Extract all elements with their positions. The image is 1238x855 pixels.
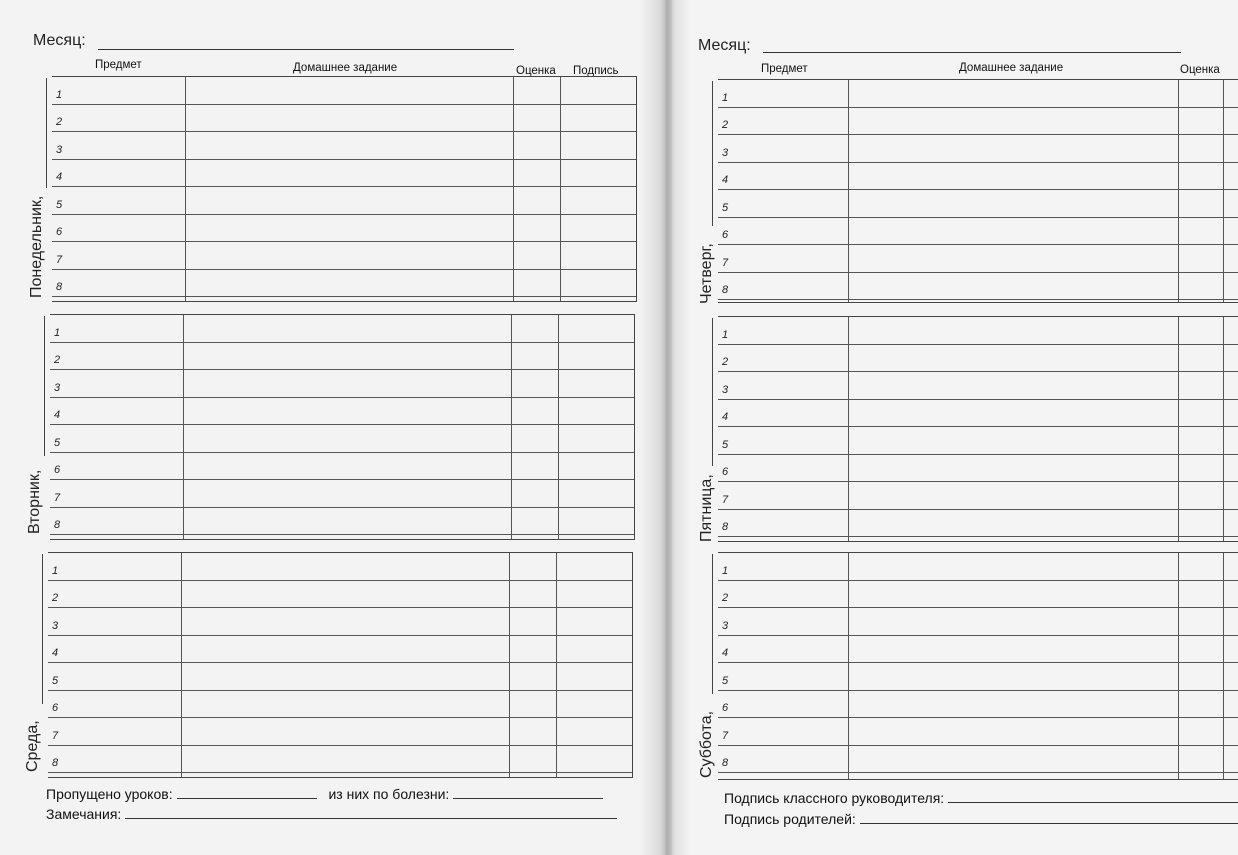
lesson-row[interactable] bbox=[50, 343, 634, 371]
lesson-row[interactable] bbox=[48, 746, 632, 774]
lesson-row[interactable] bbox=[718, 135, 1238, 163]
lesson-row[interactable] bbox=[718, 273, 1238, 301]
column-divider bbox=[848, 80, 849, 302]
lesson-number: 6 bbox=[54, 464, 61, 476]
footer-teacher-signature[interactable] bbox=[724, 790, 1238, 806]
header-homework: Домашнее задание bbox=[959, 62, 1064, 74]
lesson-row[interactable] bbox=[718, 691, 1238, 719]
lesson-number: 5 bbox=[722, 201, 729, 214]
lesson-number: 4 bbox=[56, 171, 63, 183]
lesson-number: 7 bbox=[56, 253, 63, 266]
lesson-row[interactable] bbox=[718, 553, 1238, 581]
footer-teacher-line bbox=[948, 802, 1238, 803]
month-field-left[interactable] bbox=[33, 32, 86, 50]
footer-remarks[interactable] bbox=[46, 806, 617, 822]
day-brace bbox=[712, 554, 713, 694]
footer-missed-label: Пропущено уроков: bbox=[46, 786, 173, 802]
lesson-row[interactable] bbox=[718, 718, 1238, 746]
month-label: Месяц: bbox=[33, 32, 86, 49]
day-block-monday bbox=[52, 76, 637, 302]
lesson-row[interactable] bbox=[52, 77, 636, 105]
day-label-saturday: Суббота, bbox=[698, 710, 715, 778]
lesson-number: 1 bbox=[722, 328, 729, 341]
right-page bbox=[672, 0, 1238, 855]
lesson-number: 3 bbox=[722, 383, 729, 396]
lesson-number: 2 bbox=[54, 354, 61, 366]
day-block-thursday bbox=[718, 79, 1238, 303]
footer-sick-line bbox=[453, 798, 603, 799]
footer-missed-lessons[interactable] bbox=[46, 786, 603, 802]
day-block-friday bbox=[718, 316, 1238, 542]
lesson-row[interactable] bbox=[718, 190, 1238, 218]
lesson-number: 8 bbox=[56, 281, 63, 293]
footer-missed-line bbox=[177, 798, 317, 799]
footer-teacher-label: Подпись классного руководителя: bbox=[724, 790, 945, 806]
month-label: Месяц: bbox=[698, 37, 751, 54]
lesson-row[interactable] bbox=[718, 317, 1238, 345]
lesson-number: 7 bbox=[722, 256, 729, 269]
footer-remarks-label: Замечания: bbox=[46, 806, 122, 822]
lesson-row[interactable] bbox=[718, 245, 1238, 273]
lesson-row[interactable] bbox=[718, 663, 1238, 691]
column-divider bbox=[183, 315, 184, 539]
lesson-row[interactable] bbox=[50, 398, 634, 426]
day-label-thursday: Четверг, bbox=[698, 243, 715, 304]
lesson-number: 1 bbox=[52, 564, 59, 577]
lesson-row[interactable] bbox=[52, 105, 636, 133]
lesson-number: 6 bbox=[722, 702, 729, 714]
lesson-row[interactable] bbox=[718, 608, 1238, 636]
lesson-number: 8 bbox=[54, 519, 61, 531]
lesson-number: 5 bbox=[52, 674, 59, 687]
column-divider bbox=[181, 553, 182, 777]
lesson-row[interactable] bbox=[718, 636, 1238, 664]
month-field-right[interactable] bbox=[698, 37, 751, 55]
day-brace bbox=[712, 81, 713, 226]
column-divider bbox=[1223, 317, 1224, 541]
lesson-number: 3 bbox=[722, 146, 729, 159]
lesson-row[interactable] bbox=[718, 80, 1238, 108]
column-divider bbox=[185, 77, 186, 301]
lesson-row[interactable] bbox=[718, 345, 1238, 373]
footer-sick-label: из них по болезни: bbox=[328, 786, 450, 802]
day-label-monday: Понедельник, bbox=[28, 195, 45, 298]
lesson-number: 1 bbox=[722, 564, 729, 577]
lesson-row[interactable] bbox=[52, 160, 636, 188]
column-divider bbox=[1178, 317, 1179, 541]
lesson-row[interactable] bbox=[50, 480, 634, 508]
lesson-number: 8 bbox=[722, 521, 729, 533]
lesson-row[interactable] bbox=[50, 508, 634, 536]
lesson-number: 3 bbox=[56, 143, 63, 156]
column-divider bbox=[1178, 553, 1179, 779]
header-grade: Оценка bbox=[1180, 64, 1220, 76]
lesson-number: 6 bbox=[52, 702, 59, 714]
lesson-row[interactable] bbox=[718, 427, 1238, 455]
lesson-row[interactable] bbox=[52, 132, 636, 160]
lesson-number: 6 bbox=[722, 466, 729, 478]
lesson-row[interactable] bbox=[48, 691, 632, 719]
lesson-number: 5 bbox=[54, 436, 61, 449]
lesson-row[interactable] bbox=[50, 425, 634, 453]
lesson-row[interactable] bbox=[52, 215, 636, 243]
lesson-row[interactable] bbox=[48, 608, 632, 636]
lesson-number: 3 bbox=[54, 381, 61, 394]
lesson-row[interactable] bbox=[50, 453, 634, 481]
lesson-row[interactable] bbox=[52, 270, 636, 298]
lesson-row[interactable] bbox=[718, 218, 1238, 246]
lesson-row[interactable] bbox=[718, 455, 1238, 483]
lesson-row[interactable] bbox=[48, 718, 632, 746]
column-divider bbox=[511, 315, 512, 539]
lesson-row[interactable] bbox=[52, 187, 636, 215]
day-block-wednesday bbox=[48, 552, 633, 778]
day-block-saturday bbox=[718, 552, 1238, 780]
header-grade: Оценка bbox=[516, 65, 556, 77]
column-divider bbox=[509, 553, 510, 777]
lesson-row[interactable] bbox=[718, 510, 1238, 538]
footer-parents-signature[interactable] bbox=[724, 811, 1238, 827]
footer-parents-line bbox=[860, 823, 1238, 824]
lesson-number: 1 bbox=[54, 326, 61, 339]
lesson-number: 2 bbox=[722, 356, 729, 368]
lesson-row[interactable] bbox=[48, 663, 632, 691]
column-divider bbox=[848, 317, 849, 541]
column-divider bbox=[1223, 553, 1224, 779]
column-divider bbox=[560, 77, 561, 301]
header-subject: Предмет bbox=[761, 63, 808, 75]
lesson-number: 8 bbox=[52, 757, 59, 769]
lesson-number: 1 bbox=[722, 91, 729, 104]
header-homework: Домашнее задание bbox=[293, 62, 398, 74]
day-block-tuesday bbox=[50, 314, 635, 540]
day-brace bbox=[46, 78, 47, 188]
column-divider bbox=[558, 315, 559, 539]
column-divider bbox=[513, 77, 514, 301]
lesson-number: 3 bbox=[52, 619, 59, 632]
day-label-friday: Пятница, bbox=[698, 474, 715, 542]
lesson-row[interactable] bbox=[718, 581, 1238, 609]
lesson-number: 2 bbox=[52, 592, 59, 604]
footer-parents-label: Подпись родителей: bbox=[724, 811, 856, 827]
lesson-number: 1 bbox=[56, 88, 63, 101]
lesson-row[interactable] bbox=[48, 636, 632, 664]
lesson-number: 5 bbox=[56, 198, 63, 211]
header-subject: Предмет bbox=[95, 59, 142, 71]
lesson-number: 4 bbox=[722, 411, 729, 423]
lesson-number: 3 bbox=[722, 619, 729, 632]
lesson-row[interactable] bbox=[718, 372, 1238, 400]
lesson-number: 7 bbox=[722, 729, 729, 742]
footer-remarks-line bbox=[125, 818, 617, 819]
lesson-number: 7 bbox=[722, 493, 729, 506]
lesson-row[interactable] bbox=[718, 746, 1238, 774]
lesson-row[interactable] bbox=[718, 400, 1238, 428]
lesson-row[interactable] bbox=[48, 581, 632, 609]
day-brace bbox=[712, 318, 713, 466]
lesson-row[interactable] bbox=[50, 315, 634, 343]
column-divider bbox=[848, 553, 849, 779]
lesson-number: 7 bbox=[52, 729, 59, 742]
book-gutter bbox=[640, 0, 690, 855]
lesson-number: 5 bbox=[722, 674, 729, 687]
lesson-row[interactable] bbox=[718, 108, 1238, 136]
lesson-number: 5 bbox=[722, 438, 729, 451]
day-brace bbox=[42, 554, 43, 704]
lesson-row[interactable] bbox=[52, 242, 636, 270]
lesson-row[interactable] bbox=[718, 163, 1238, 191]
lesson-number: 4 bbox=[722, 647, 729, 659]
header-signature: Подпись bbox=[573, 65, 619, 77]
month-line bbox=[98, 49, 514, 50]
column-divider bbox=[1223, 80, 1224, 302]
lesson-number: 7 bbox=[54, 491, 61, 504]
lesson-number: 2 bbox=[722, 592, 729, 604]
lesson-number: 8 bbox=[722, 284, 729, 296]
lesson-number: 2 bbox=[56, 116, 63, 128]
lesson-number: 6 bbox=[56, 226, 63, 238]
lesson-row[interactable] bbox=[718, 482, 1238, 510]
column-divider bbox=[556, 553, 557, 777]
day-brace bbox=[44, 316, 45, 456]
lesson-number: 4 bbox=[52, 647, 59, 659]
column-divider bbox=[1178, 80, 1179, 302]
month-line bbox=[763, 52, 1181, 53]
lesson-row[interactable] bbox=[50, 370, 634, 398]
lesson-number: 4 bbox=[54, 409, 61, 421]
lesson-row[interactable] bbox=[48, 553, 632, 581]
lesson-number: 6 bbox=[722, 229, 729, 241]
day-label-tuesday: Вторник, bbox=[26, 469, 43, 534]
lesson-number: 8 bbox=[722, 757, 729, 769]
day-label-wednesday: Среда, bbox=[24, 720, 41, 772]
lesson-number: 2 bbox=[722, 119, 729, 131]
lesson-number: 4 bbox=[722, 174, 729, 186]
